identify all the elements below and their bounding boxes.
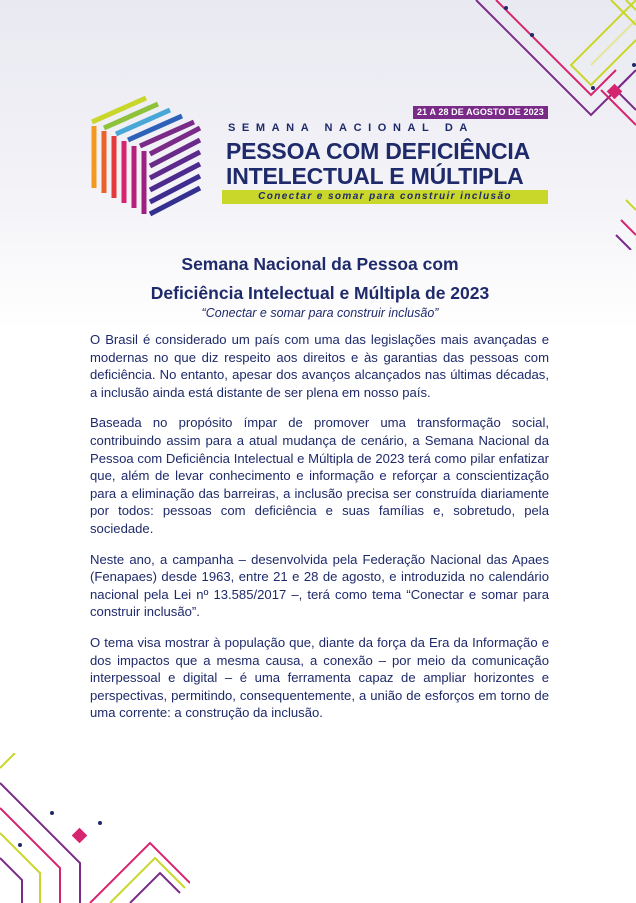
event-title-line-3: INTELECTUAL E MÚLTIPLA	[226, 163, 524, 189]
paragraph: Neste ano, a campanha – desenvolvida pela Federação Nacional das Apaes (Fenapaes) desde 1963, entre 21 e 28 de agosto, e introduzida no calendário nacional pela Lei nº 13.585/2017 –, terá como tema “Conectar e somar para construir inclusão”.	[90, 551, 549, 620]
document-title	[90, 250, 550, 308]
paragraph: O tema visa mostrar à população que, diante da força da Era da Informação e dos impactos que a mesma causa, a conexão – por meio da comunicação interpessoal e digital – é uma ferramenta capaz de ampliar horizontes e perspectivas, permitindo, consequentemente, a união de esforços em torno de uma corrente: a construção da inclusão.	[90, 634, 549, 721]
event-title-line-2: PESSOA COM DEFICIÊNCIA	[226, 138, 530, 164]
event-tagline: Conectar e somar para construir inclusão	[222, 190, 548, 204]
event-date-badge: 21 A 28 DE AGOSTO DE 2023	[413, 106, 548, 119]
decorative-lines-bottom-left	[0, 753, 190, 903]
document-subtitle: “Conectar e somar para construir inclusão”	[201, 306, 439, 320]
event-title-line-1: SEMANA NACIONAL DA	[228, 122, 474, 134]
paragraph: O Brasil é considerado um país com uma das legislações mais avançadas e modernas no que diz respeito aos direitos e às garantias das pessoas com deficiência. No entanto, apesar dos avanços alcançados nas últimas décadas, a inclusão ainda está distante de ser plena em nosso país.	[90, 332, 549, 400]
document-body	[90, 331, 549, 735]
document-title-line-1: Semana Nacional da Pessoa com	[181, 254, 459, 274]
paragraph: Baseada no propósito ímpar de promover uma transformação social, contribuindo assim para a atual mudança de cenário, a Semana Nacional da Pessoa com Deficiência Intelectual e Múltipla de 2023 terá como pilar enfatizar que, além de levar conhecimento e informação e reforçar a conscientização para a eliminação das barreiras, a inclusão precisa ser construída diariamente por todos: pessoas com deficiência e suas famílias e, sobretudo, pela sociedade.	[90, 415, 549, 536]
event-logo-cube-icon	[88, 94, 208, 218]
document-title-line-2: Deficiência Intelectual e Múltipla de 2023	[150, 283, 490, 303]
